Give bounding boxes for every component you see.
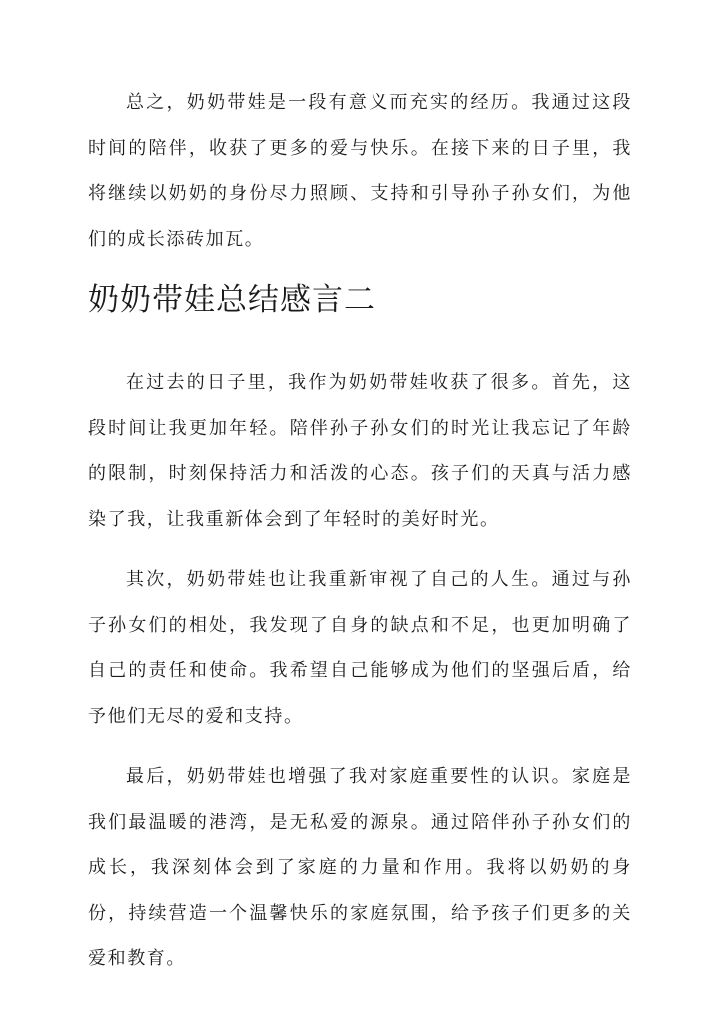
- body-paragraph-2: 其次，奶奶带娃也让我重新审视了自己的人生。通过与孙子孙女们的相处，我发现了自身的缺点和不足，也更加明确了自己的责任和使命。我希望自己能够成为他们的坚强后盾，给予他们无尽的爱和支持。: [88, 569, 632, 727]
- body-paragraph-1: 在过去的日子里，我作为奶奶带娃收获了很多。首先，这段时间让我更加年轻。陪伴孙子孙女们的时光让我忘记了年龄的限制，时刻保持活力和活泼的心态。孩子们的天真与活力感染了我，让我重新体会到了年轻时的美好时光。: [88, 372, 632, 530]
- document-body: [88, 80, 632, 997]
- conclusion-paragraph: 总之，奶奶带娃是一段有意义而充实的经历。我通过这段时间的陪伴，收获了更多的爱与快乐。在接下来的日子里，我将继续以奶奶的身份尽力照顾、支持和引导孙子孙女们，为他们的成长添砖加瓦。: [88, 92, 632, 250]
- section-heading: 奶奶带娃总结感言二: [88, 282, 376, 318]
- body-paragraph-3: 最后，奶奶带娃也增强了我对家庭重要性的认识。家庭是我们最温暖的港湾，是无私爱的源泉。通过陪伴孙子孙女们的成长，我深刻体会到了家庭的力量和作用。我将以奶奶的身份，持续营造一个温馨快乐的家庭氛围，给予孩子们更多的关爱和教育。: [88, 766, 632, 969]
